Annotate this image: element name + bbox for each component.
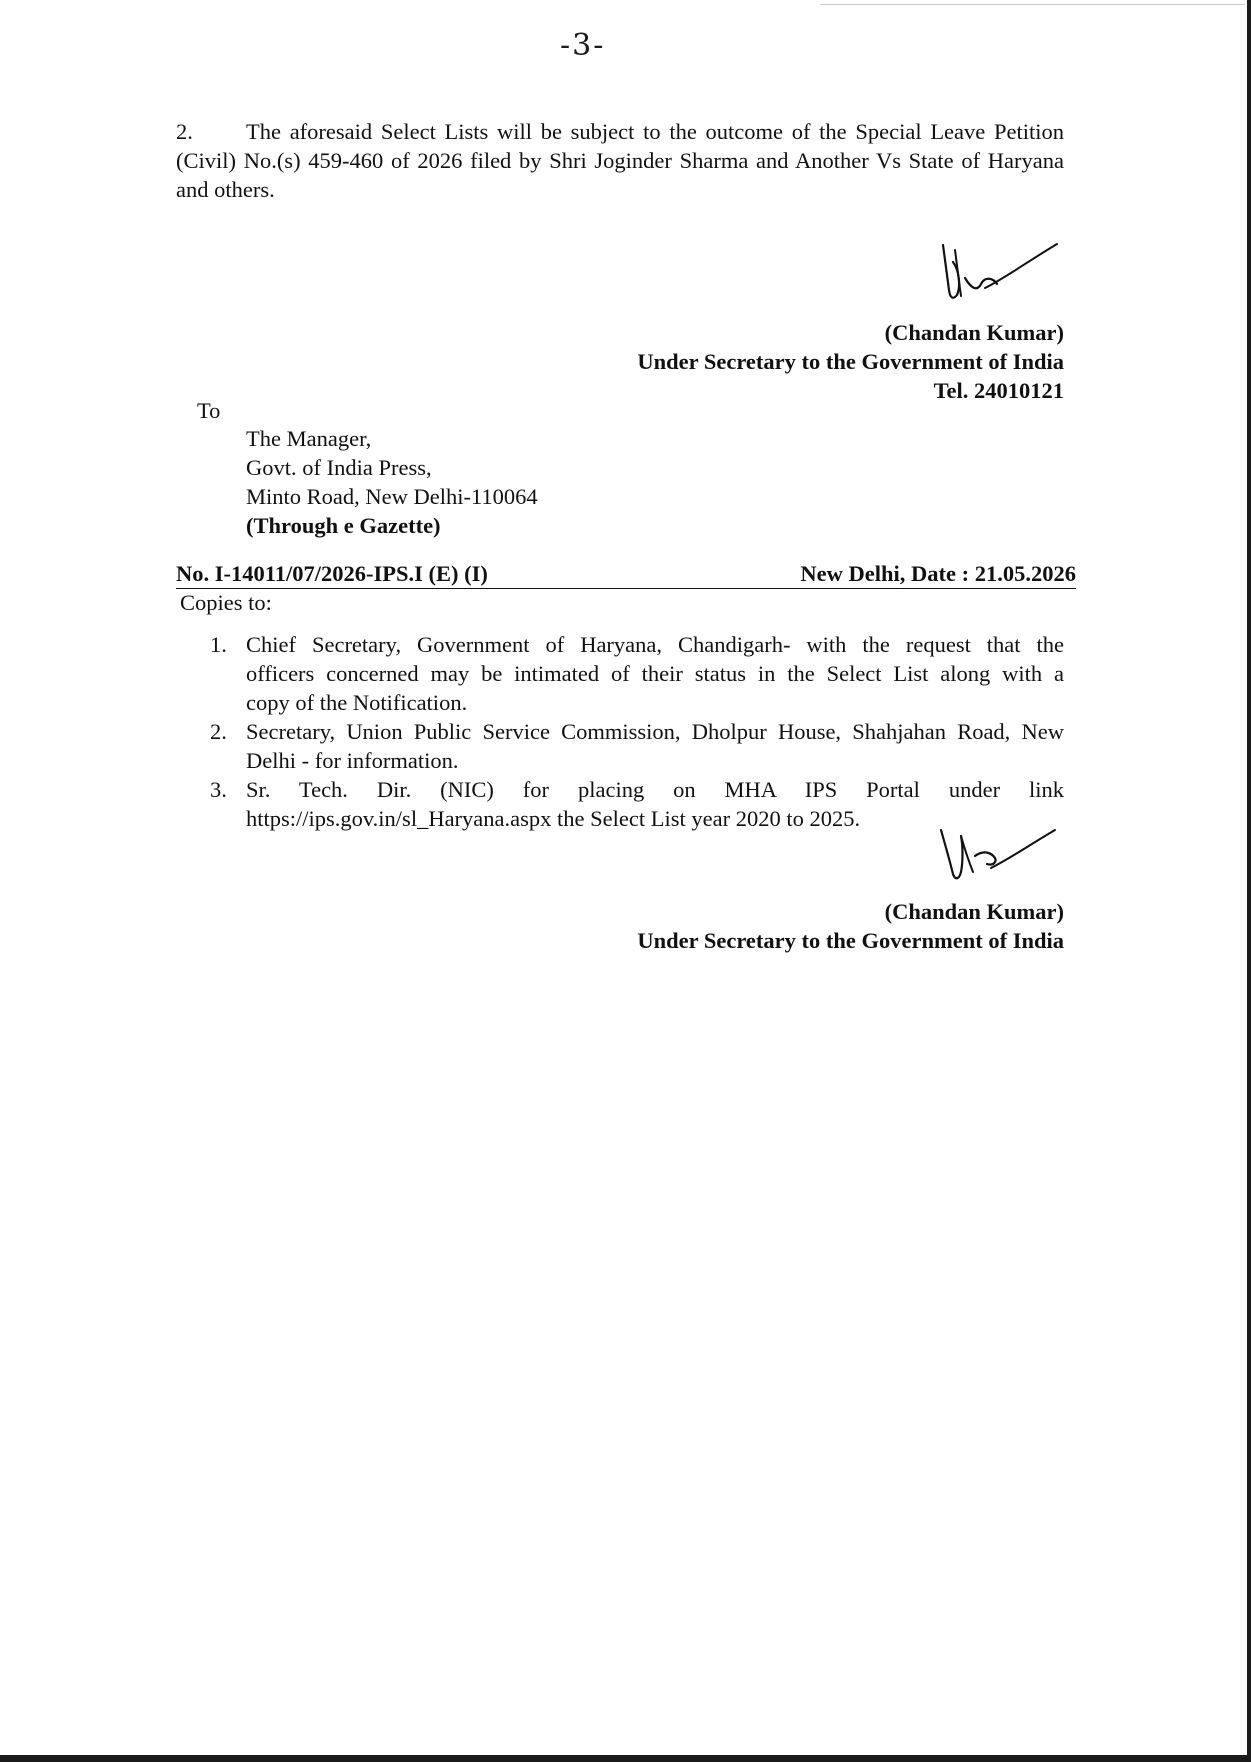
scan-border-right: [1247, 0, 1251, 1762]
list-item-line: Sr. Tech. Dir. (NIC) for placing on MHA IPS Portal under link: [246, 777, 1064, 802]
signatory-designation: Under Secretary to the Government of India: [637, 349, 1064, 374]
reference-place-date: New Delhi, Date : 21.05.2026: [800, 561, 1076, 586]
address-line-4: (Through e Gazette): [246, 513, 441, 538]
list-item-line: Chief Secretary, Government of Haryana, Chandigarh- with the request that the: [246, 632, 1064, 657]
to-label: To: [197, 398, 221, 423]
signature-block-2: [637, 897, 1064, 955]
list-item: [204, 630, 1064, 717]
list-item-line: officers concerned may be intimated of their status in the Select List along with a: [246, 661, 1064, 686]
copies-to-label: Copies to:: [180, 590, 272, 615]
signatory-designation: Under Secretary to the Government of India: [637, 928, 1064, 953]
scan-border-bottom: [0, 1755, 1251, 1762]
signatory-tel: Tel. 24010121: [933, 378, 1064, 403]
copies-list: [204, 630, 1064, 833]
address-line-1: The Manager,: [246, 426, 372, 451]
list-item-line: https://ips.gov.in/sl_Haryana.aspx the Select List year 2020 to 2025.: [246, 806, 861, 831]
list-item-number: 1.: [210, 632, 227, 657]
scan-border-top: [820, 4, 1245, 5]
list-item-line: Delhi - for information.: [246, 748, 459, 773]
address-block: [246, 424, 538, 540]
page-number: -3-: [560, 28, 606, 63]
paragraph-2: [176, 117, 1064, 204]
list-item: [204, 717, 1064, 775]
paragraph-number: 2.: [176, 119, 193, 144]
reference-number: No. I-14011/07/2026-IPS.I (E) (I): [176, 561, 488, 586]
list-item-number: 3.: [210, 777, 227, 802]
signature-2-image: [935, 822, 1065, 902]
list-item-number: 2.: [210, 719, 227, 744]
address-line-3: Minto Road, New Delhi-110064: [246, 484, 538, 509]
signature-1-image: [935, 240, 1065, 330]
list-item-line: copy of the Notification.: [246, 690, 468, 715]
paragraph-text: The aforesaid Select Lists will be subject to the outcome of the Special Leave Petition (Civil) No.(s) 459-460 of 2026 filed by Shri Joginder Sharma and Another Vs State of Haryana and others.: [176, 119, 1064, 202]
address-line-2: Govt. of India Press,: [246, 455, 432, 480]
signature-block-1: [637, 318, 1064, 405]
signatory-name: (Chandan Kumar): [884, 320, 1064, 345]
list-item-line: Secretary, Union Public Service Commission, Dholpur House, Shahjahan Road, New: [246, 719, 1064, 744]
reference-line: [176, 559, 1076, 589]
signatory-name: (Chandan Kumar): [884, 899, 1064, 924]
